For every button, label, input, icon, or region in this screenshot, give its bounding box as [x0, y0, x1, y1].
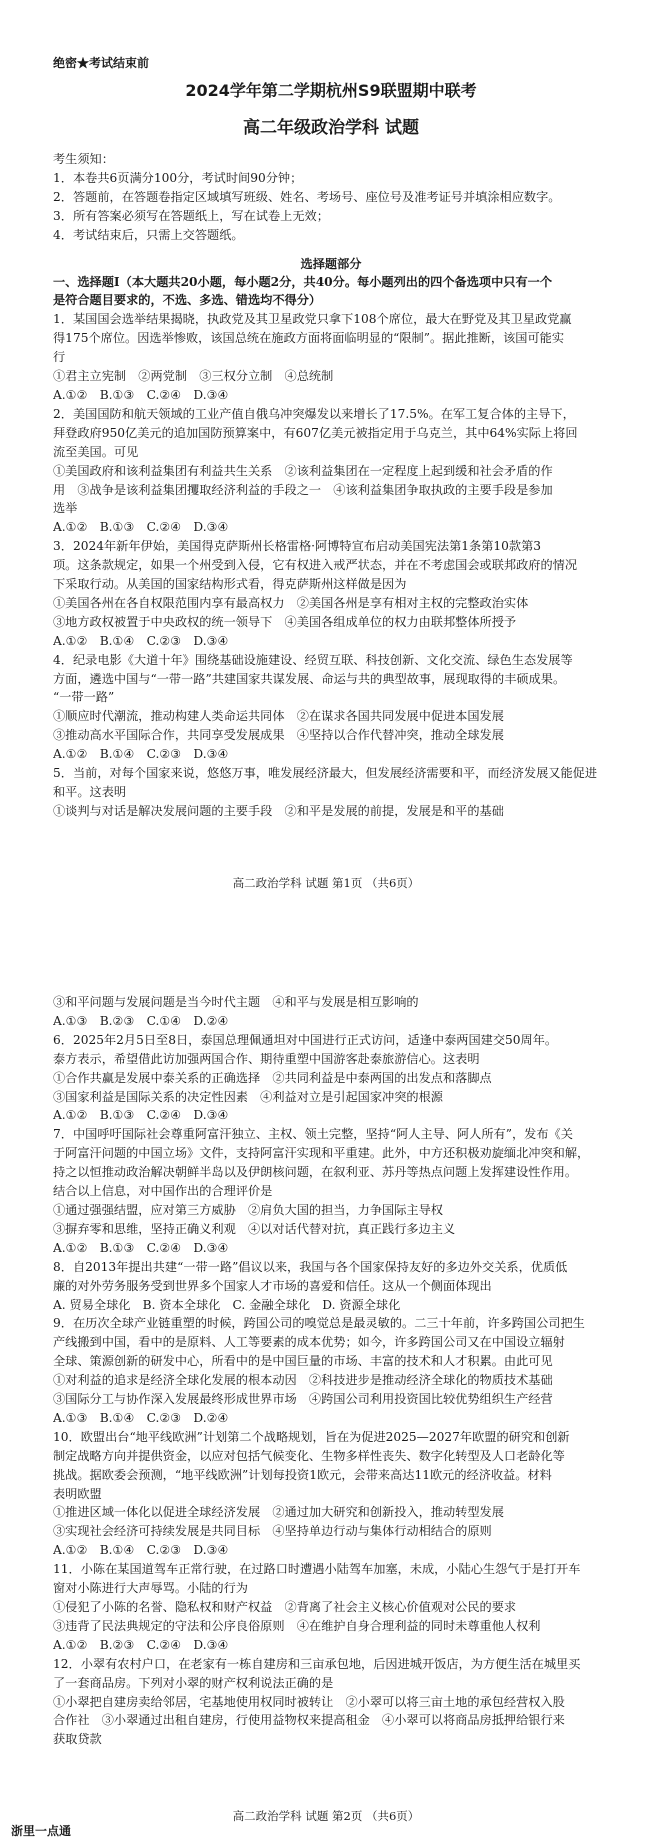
question-line: ①君主立宪制 ②两党制 ③三权分立制 ④总统制: [53, 369, 334, 384]
watermark: 浙里一点通: [11, 1824, 72, 1838]
notice-item: 4．考试结束后，只需上交答题纸。: [53, 227, 244, 242]
question-line: 结合以上信息，对中国作出的合理评价是: [53, 1184, 273, 1199]
question-line: A.①② B.②③ C.②④ D.③④: [53, 1637, 229, 1652]
page-1-content: [53, 54, 609, 821]
question-line: 持之以恒推动政治解决朝鲜半岛以及伊朗核问题，在叙利亚、苏丹等热点问题上发挥建设性作用。: [53, 1165, 578, 1180]
question-line: ③违背了民法典规定的守法和公序良俗原则 ④在维护自身合理利益的同时未尊重他人权利: [53, 1618, 541, 1633]
question-line: 于阿富汗问题的中国立场》文件，支持阿富汗实现和平重建。此外，中方还积极劝旋缅北冲突和解，: [53, 1146, 590, 1161]
section-title: 选择题部分: [300, 256, 362, 271]
question-line: 1．某国国会选举结果揭晓，执政党及其卫星政党只拿下108个席位，最大在野党及其卫星政党赢: [53, 312, 572, 327]
page-2-footer: 高二政治学科 试题 第2页 （共6页）: [232, 1809, 420, 1823]
question-line: A.①② B.①④ C.②③ D.③④: [53, 633, 229, 648]
exam-title: 2024学年第二学期杭州S9联盟期中联考: [185, 81, 477, 100]
question-line: ③和平问题与发展问题是当今时代主题 ④和平与发展是相互影响的: [53, 995, 419, 1009]
question-line: 产线搬到中国，看中的是原料、人工等要素的成本优势；如今，许多跨国公司又在中国设立辐射: [53, 1335, 565, 1350]
question-line: 获取贷款: [53, 1732, 102, 1747]
question-line: ①谈判与对话是解决发展问题的主要手段 ②和平是发展的前提，发展是和平的基础: [53, 803, 504, 818]
question-line: A.①③ B.①④ C.②③ D.②④: [53, 1410, 229, 1425]
question-line: 3．2024年新年伊始，美国得克萨斯州长格雷格·阿博特宣布启动美国宪法第1条第10款第3: [53, 539, 542, 554]
question-line: A. 贸易全球化 B. 资本全球化 C. 金融全球化 D. 资源全球化: [53, 1297, 401, 1312]
page-1-questions: [53, 310, 609, 820]
question-line: 泰方表示，希望借此访加强两国合作、期待重塑中国游客赴泰旅游信心。这表明: [53, 1051, 480, 1066]
question-line: ①美国各州在各自权限范围内享有最高权力 ②美国各州是享有相对主权的完整政治实体: [53, 595, 529, 610]
question-line: 得175个席位。因选举惨败，该国总统在施政方面将面临明显的“限制”。据此推断，该国可能实: [53, 331, 565, 346]
exam-page-2: [0, 905, 652, 1842]
question-line: “一带一路”: [53, 690, 115, 705]
question-line: 全球、策源创新的研发中心，所看中的是中国巨量的市场、丰富的技术和人才积累。由此可见: [53, 1354, 553, 1369]
question-line: 表明欧盟: [53, 1486, 102, 1501]
question-line: 行: [53, 350, 66, 365]
question-line: 2．美国国防和航天领域的工业产值自俄乌冲突爆发以来增长了17.5%。在军工复合体的主导下，: [53, 406, 575, 421]
question-line: 项。这条款规定，如果一个州受到入侵，它有权进入戒严状态，并在不考虑国会或联邦政府的情况: [53, 558, 578, 573]
question-line: 窗对小陈进行大声辱骂。小陆的行为: [53, 1581, 248, 1596]
page-2-content: [53, 993, 609, 1749]
section-instruction: 一、选择题Ⅰ（本大题共20小题，每小题2分，共40分。每小题列出的四个备选项中只有一个: [53, 274, 553, 289]
question-line: ①顺应时代潮流，推动构建人类命运共同体 ②在谋求各国共同发展中促进本国发展: [53, 709, 504, 724]
notice-heading: 考生须知：: [53, 152, 114, 166]
question-line: A.①② B.①④ C.②③ D.③④: [53, 747, 229, 762]
question-line: ③摒弃零和思维，坚持正确义利观 ④以对话代替对抗，真正践行多边主义: [53, 1221, 456, 1236]
question-line: 6．2025年2月5日至8日，泰国总理佩通坦对中国进行正式访问，适逢中泰两国建交50周年。: [53, 1032, 558, 1047]
question-line: A.①② B.①④ C.②③ D.③④: [53, 1543, 229, 1558]
question-line: ①美国政府和该利益集团有利益共生关系 ②该利益集团在一定程度上起到缓和社会矛盾的作: [53, 463, 553, 478]
question-line: ③国际分工与协作深入发展最终形成世界市场 ④跨国公司利用投资国比较优势组织生产经营: [53, 1392, 553, 1407]
question-line: 选举: [53, 501, 78, 516]
question-line: A.①② B.①③ C.②④ D.③④: [53, 1108, 229, 1123]
question-line: ③实现社会经济可持续发展是共同目标 ④坚持单边行动与集体行动相结合的原则: [53, 1524, 492, 1539]
question-line: 4．纪录电影《大道十年》围绕基础设施建设、经贸互联、科技创新、文化交流、绿色生态发展等: [53, 652, 573, 667]
question-line: 5．当前，对每个国家来说，悠悠万事，唯发展经济最大，但发展经济需要和平，而经济发展又能促进: [53, 766, 598, 781]
question-line: 12．小翠有农村户口，在老家有一栋自建房和三亩承包地，后因进城开饭店，为方便生活在城里买: [53, 1656, 581, 1671]
question-line: 10．欧盟出台“地平线欧洲”计划第二个战略规划，旨在为促进2025—2027年欧盟的研究和创新: [53, 1429, 570, 1444]
question-line: A.①② B.①③ C.②④ D.③④: [53, 1240, 229, 1255]
question-line: ①推进区域一体化以促进全球经济发展 ②通过加大研究和创新投入，推动转型发展: [53, 1505, 504, 1520]
question-line: 了一套商品房。下列对小翠的财产权利说法正确的是: [53, 1675, 334, 1690]
question-line: 方面，遴选中国与“一带一路”共建国家共谋发展、命运与共的典型故事，展现取得的丰硕成果。: [53, 671, 566, 686]
notice-item: 2．答题前，在答题卷指定区域填写班级、姓名、考场号、座位号及准考证号并填涂相应数字。: [53, 189, 561, 204]
question-line: ①通过强强结盟，应对第三方威胁 ②肩负大国的担当，力争国际主导权: [53, 1202, 443, 1217]
question-line: 制定战略方向并提供资金，以应对包括气候变化、生物多样性丧失、数字化转型及人口老龄化等: [53, 1448, 565, 1463]
question-line: A.①③ B.②③ C.①④ D.②④: [53, 1013, 229, 1028]
question-line: 挑战。据欧委会预测，“地平线欧洲”计划每投资1欧元，会带来高达11欧元的经济收益。材料: [53, 1467, 552, 1482]
question-line: 11．小陈在某国道驾车正常行驶，在过路口时遭遇小陆驾车加塞，未成，小陆心生怨气于是打开车: [53, 1562, 581, 1577]
question-line: ③国家利益是国际关系的决定性因素 ④利益对立是引起国家冲突的根源: [53, 1089, 443, 1104]
question-line: A.①② B.①③ C.②④ D.③④: [53, 387, 229, 402]
page-2-questions: [53, 993, 609, 1749]
question-line: 8．自2013年提出共建“一带一路”倡议以来，我国与各个国家保持友好的多边外交关系，优质低: [53, 1259, 568, 1274]
question-line: 拜登政府950亿美元的追加国防预算案中，有607亿美元被指定用于乌克兰，其中64%实际上将回: [53, 425, 578, 440]
question-line: ③地方政权被置于中央政权的统一领导下 ④美国各组成单位的权力由联邦整体所授予: [53, 614, 517, 629]
notice-item: 1．本卷共6页满分100分，考试时间90分钟；: [53, 170, 303, 185]
question-line: 廉的对外劳务服务受到世界多个国家人才市场的喜爱和信任。这从一个侧面体现出: [53, 1278, 492, 1293]
secret-label: 绝密★考试结束前: [53, 56, 150, 70]
question-line: 流至美国。可见: [53, 444, 139, 459]
question-line: A.①② B.①③ C.②④ D.③④: [53, 520, 229, 535]
notice-item: 3．所有答案必须写在答题纸上，写在试卷上无效；: [53, 208, 329, 223]
section-instruction: 是符合题目要求的，不选、多选、错选均不得分）: [53, 293, 322, 308]
candidate-notice: [53, 150, 609, 245]
question-line: ①对利益的追求是经济全球化发展的根本动因 ②科技进步是推动经济全球化的物质技术基础: [53, 1373, 553, 1388]
question-line: ①侵犯了小陈的名誉、隐私权和财产权益 ②背离了社会主义核心价值观对公民的要求: [53, 1600, 517, 1614]
exam-subtitle: 高二年级政治学科 试题: [243, 118, 419, 138]
question-line: 下采取行动。从美国的国家结构形式看，得克萨斯州这样做是因为: [53, 577, 407, 592]
exam-page-1: [0, 0, 652, 905]
page-1-footer: 高二政治学科 试题 第1页 （共6页）: [232, 876, 420, 890]
question-line: 7．中国呼吁国际社会尊重阿富汗独立、主权、领土完整，坚持“阿人主导、阿人所有”，发布《关: [53, 1127, 573, 1142]
question-line: 合作社 ③小翠通过出租自建房，行使用益物权来提高租金 ④小翠可以将商品房抵押给银行来: [53, 1713, 565, 1728]
question-line: ①合作共赢是发展中泰关系的正确选择 ②共同利益是中泰两国的出发点和落脚点: [53, 1070, 492, 1085]
question-line: ③推动高水平国际合作，共同享受发展成果 ④坚持以合作代替冲突，推动全球发展: [53, 728, 504, 743]
question-line: ①小翠把自建房卖给邻居，宅基地使用权同时被转让 ②小翠可以将三亩土地的承包经营权入股: [53, 1694, 565, 1709]
question-line: 和平。这表明: [53, 785, 127, 799]
question-line: 9．在历次全球产业链重塑的时候，跨国公司的嗅觉总是最灵敏的。二三十年前，许多跨国公司把生: [53, 1316, 585, 1331]
question-line: 用 ③战争是该利益集团攫取经济利益的手段之一 ④该利益集团争取执政的主要手段是参加: [53, 482, 553, 497]
